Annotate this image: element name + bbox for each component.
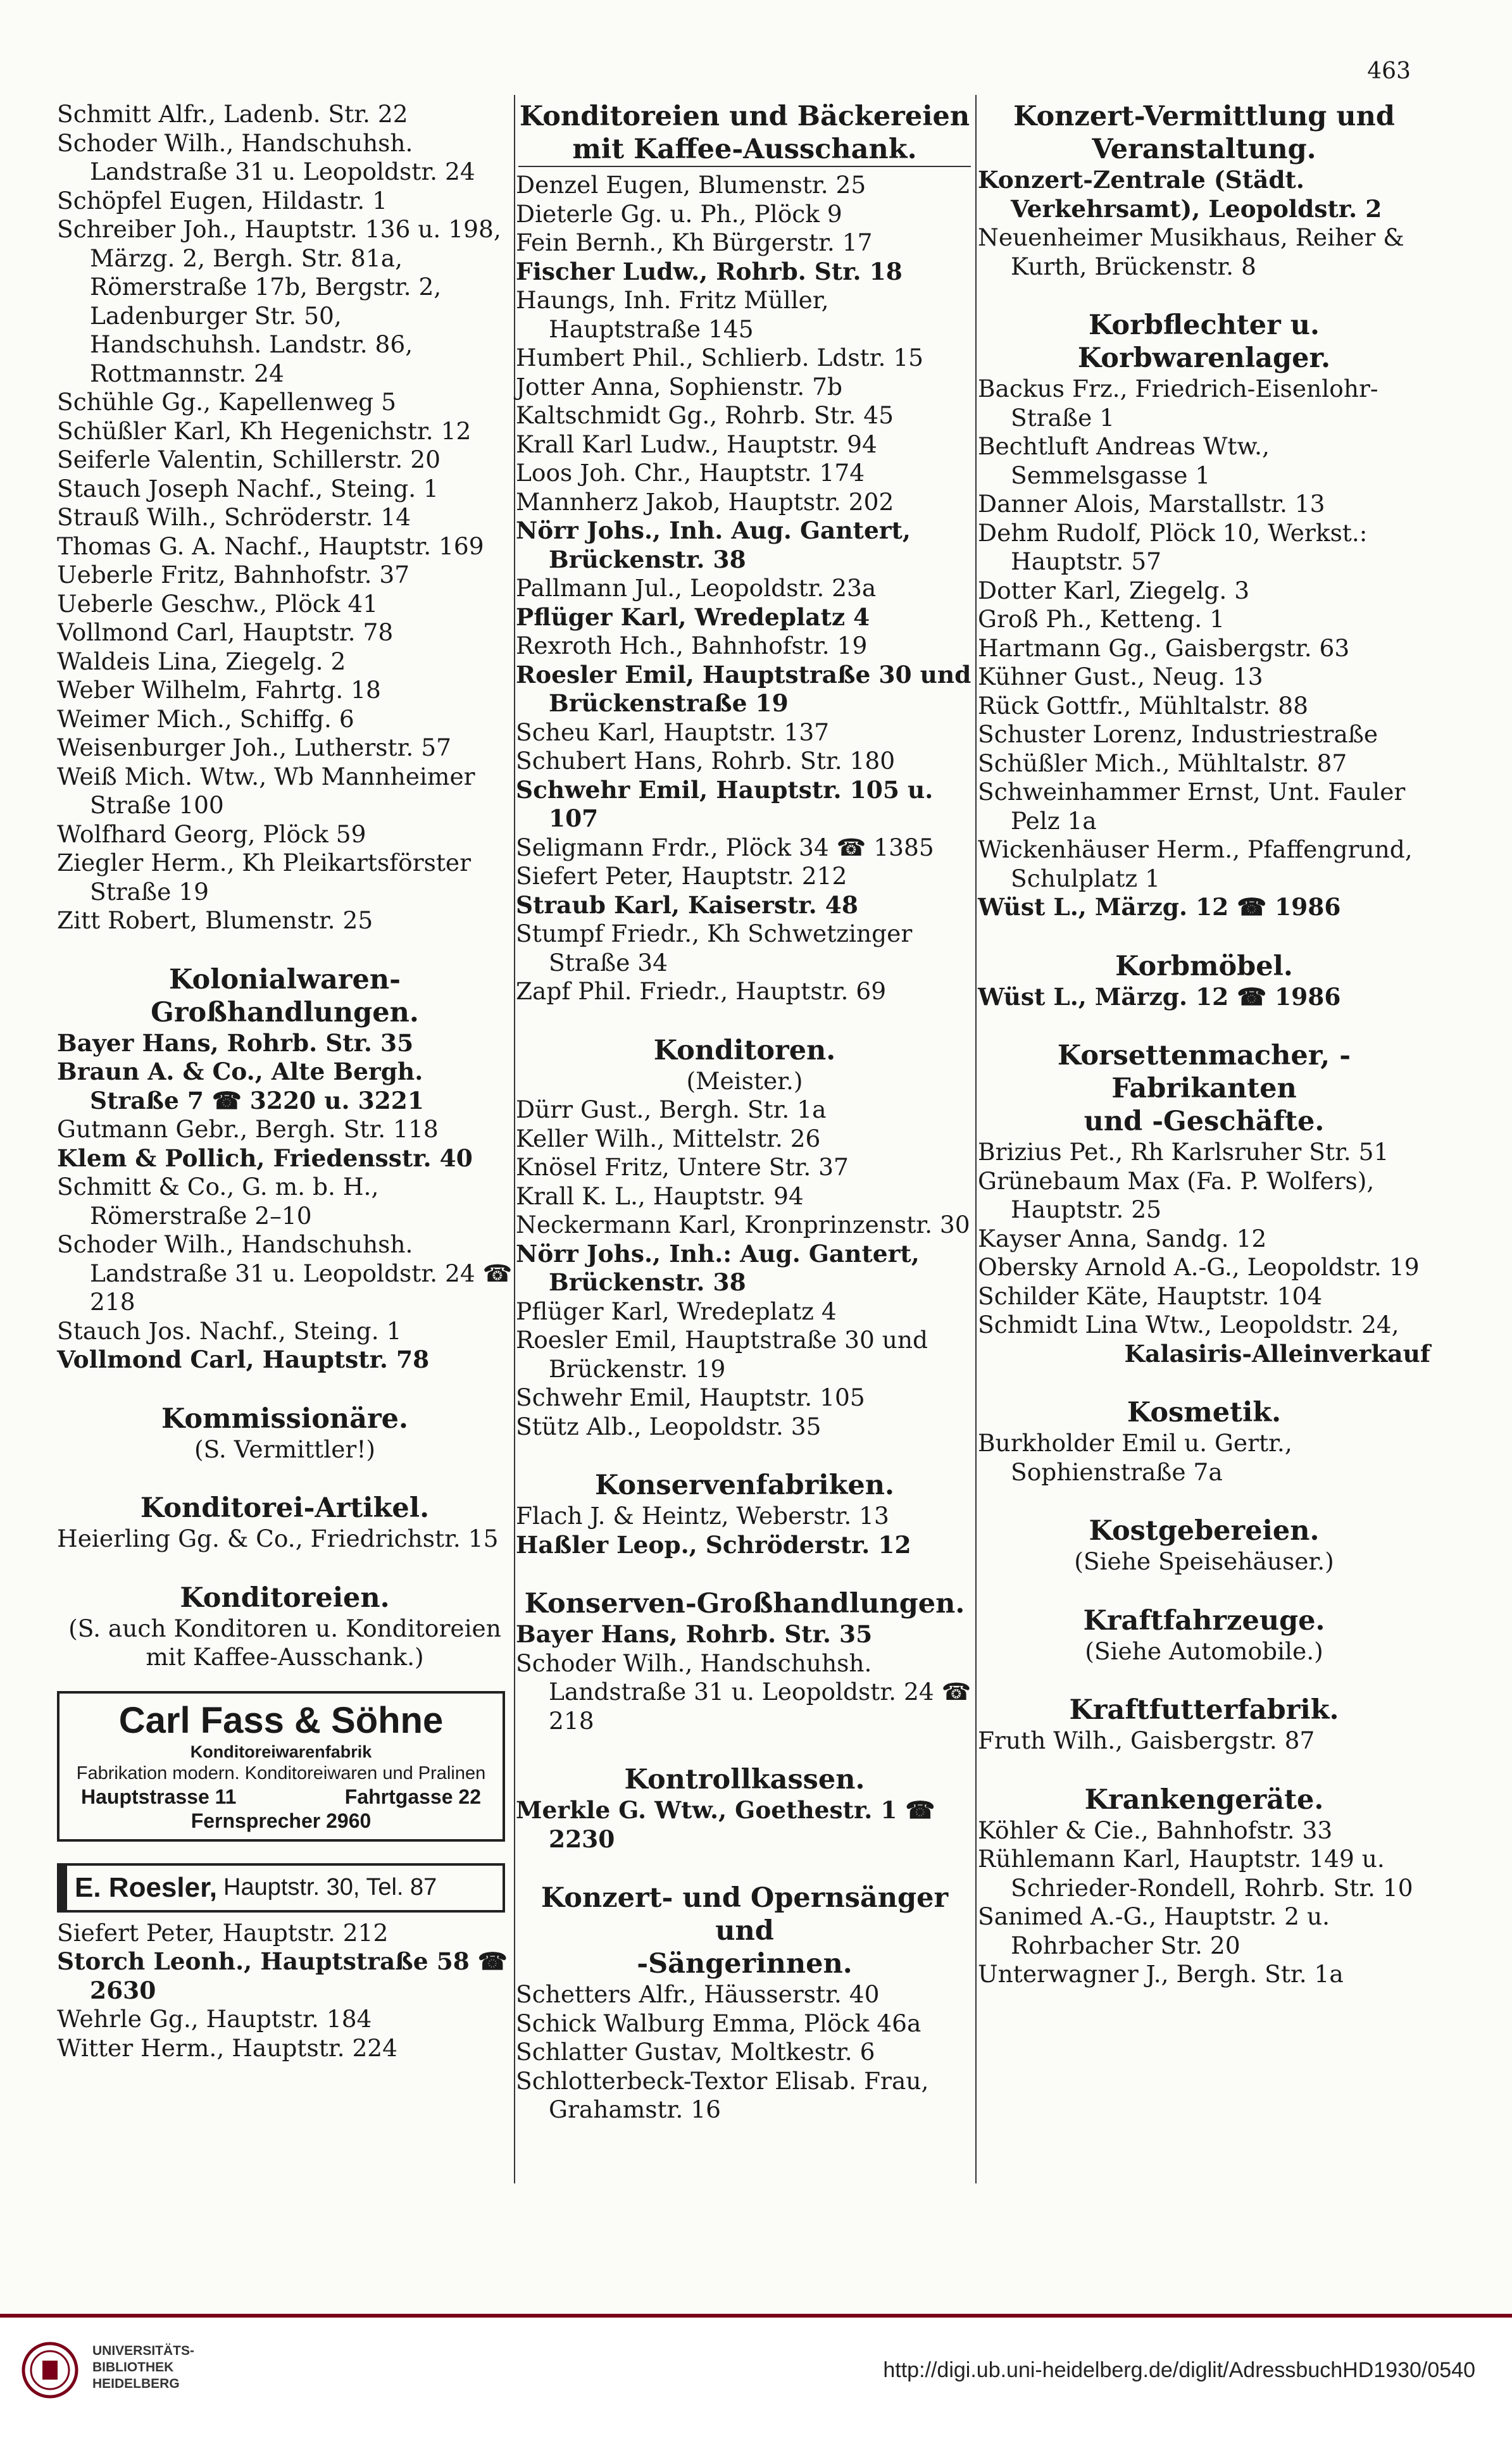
entry: Hartmann Gg., Gaisbergstr. 63 <box>978 634 1350 662</box>
entry-list <box>57 1029 513 1116</box>
logo-line: BIBLIOTHEK <box>92 2360 174 2375</box>
ad-address-left: Hauptstrasse 11 <box>81 1785 237 1808</box>
entry: Schoder Wilh., Handschuhsh. Landstraße 31 u. Leopoldstr. 24 <box>57 128 475 185</box>
entry: Stumpf Friedr., Kh Schwetzinger Straße 34 <box>516 920 913 977</box>
entry-list <box>516 920 973 1006</box>
entry: Dieterle Gg. u. Ph., Plöck 9 <box>516 199 842 228</box>
entry: Haungs, Inh. Fritz Müller, Hauptstraße 145 <box>516 286 829 343</box>
section-heading: Kolonialwaren- <box>169 963 401 996</box>
section-heading: Korbmöbel. <box>1115 950 1293 982</box>
entry: Schwehr Emil, Hauptstr. 105 <box>516 1383 865 1411</box>
ad-company-name: Carl Fass & Söhne <box>118 1699 444 1741</box>
entry-bold: Nörr Johs., Inh. Aug. Gantert, Brückenstr. 38 <box>516 516 911 573</box>
entry: Dürr Gust., Bergh. Str. 1a <box>516 1096 827 1123</box>
entry: Ueberle Fritz, Bahnhofstr. 37 <box>57 561 410 589</box>
entry: Thomas G. A. Nachf., Hauptstr. 169 <box>57 532 484 560</box>
ad-line: Konditoreiwarenfabrik <box>190 1742 372 1761</box>
section-heading: Kraftfutterfabrik. <box>1069 1694 1339 1726</box>
entry: Knösel Fritz, Untere Str. 37 <box>516 1153 849 1181</box>
entry-list <box>57 1115 513 1144</box>
entry: Waldeis Lina, Ziegelg. 2 <box>57 647 346 675</box>
column-divider <box>514 95 515 2183</box>
ad-address: Hauptstr. 30, Tel. 87 <box>223 1873 437 1901</box>
section-note: (Siehe Automobile.) <box>1085 1637 1323 1665</box>
section-heading: Konservenfabriken. <box>595 1470 894 1501</box>
entry: Schuster Lorenz, Industriestraße <box>978 720 1378 748</box>
column-2 <box>516 100 973 2125</box>
entry: Keller Wilh., Mittelstr. 26 <box>516 1124 821 1152</box>
entry: Fruth Wilh., Gaisbergstr. 87 <box>978 1726 1315 1754</box>
entry: Schlatter Gustav, Moltkestr. 6 <box>516 2038 875 2066</box>
entry: Schreiber Joh., Hauptstr. 136 u. 198, Märzg. 2, Bergh. Str. 81a, Römerstraße 17b, Bergstr. 2, Ladenburger Str. 50, Handschuhsh. Landstr. 86, Rottmannstr. 24 <box>57 215 501 387</box>
entry: Kaltschmidt Gg., Rohrb. Str. 45 <box>516 401 894 429</box>
entry: Unterwagner J., Bergh. Str. 1a <box>978 1960 1344 1988</box>
page-number: 463 <box>1367 58 1411 84</box>
entry-list <box>57 1173 513 1345</box>
entry: Siefert Peter, Hauptstr. 212 <box>57 1918 389 1947</box>
entry: Schick Walburg Emma, Plöck 46a <box>516 2009 922 2037</box>
library-logo-text <box>92 2343 194 2392</box>
entry: Schüßler Mich., Mühltalstr. 87 <box>978 749 1347 777</box>
entry-list <box>516 1297 973 1442</box>
entry-bold: Konzert-Zentrale (Städt. Verkehrsamt), Leopoldstr. 2 <box>978 166 1382 223</box>
section-heading: Konzert- und Opernsänger und <box>540 1882 949 1947</box>
entry: Krall K. L., Hauptstr. 94 <box>516 1182 804 1210</box>
entry: Loos Joh. Chr., Hauptstr. 174 <box>516 459 865 487</box>
section-note: (S. Vermittler!) <box>194 1435 376 1463</box>
footer-bar <box>0 2314 1512 2441</box>
entry: Heierling Gg. & Co., Friedrichstr. 15 <box>57 1525 499 1552</box>
entry: Denzel Eugen, Blumenstr. 25 <box>516 171 866 199</box>
column-3 <box>978 100 1430 1989</box>
entry: Seligmann Frdr., Plöck 34 ☎ 1385 <box>516 833 934 861</box>
entry: Brizius Pet., Rh Karlsruher Str. 51 <box>978 1138 1389 1166</box>
entry: Wickenhäuser Herm., Pfaffengrund, Schulplatz 1 <box>978 835 1413 892</box>
entry-list <box>516 1502 973 1531</box>
entry: Rück Gottfr., Mühltalstr. 88 <box>978 691 1308 720</box>
entry: Danner Alois, Marstallstr. 13 <box>978 490 1325 518</box>
entry: Schlotterbeck-Textor Elisab. Frau, Grahamstr. 16 <box>516 2066 929 2123</box>
section-heading: Konditoreien und Bäckereien <box>519 101 970 132</box>
entry: Schweinhammer Ernst, Unt. Fauler Pelz 1a <box>978 778 1406 835</box>
section-heading: Veranstaltung. <box>1092 134 1316 165</box>
section-heading: Kontrollkassen. <box>624 1764 865 1795</box>
entry: Weisenburger Joh., Lutherstr. 57 <box>57 734 451 761</box>
logo-line: UNIVERSITÄTS- <box>92 2344 195 2358</box>
entry-bold: Bayer Hans, Rohrb. Str. 35 <box>516 1620 873 1648</box>
section-heading: Kostgebereien. <box>1089 1515 1320 1547</box>
entry: Gutmann Gebr., Bergh. Str. 118 <box>57 1115 439 1143</box>
entry-list <box>516 632 973 661</box>
entry: Fein Bernh., Kh Bürgerstr. 17 <box>516 228 873 256</box>
entry: Schetters Alfr., Häusserstr. 40 <box>516 1980 880 2008</box>
entry-bold: Roesler Emil, Hauptstraße 30 und Brückenstraße 19 <box>516 660 972 717</box>
entry: Schmidt Lina Wtw., Leopoldstr. 24, <box>978 1311 1399 1339</box>
entry: Dehm Rudolf, Plöck 10, Werkst.: Hauptstr. 57 <box>978 518 1368 575</box>
entry: Zitt Robert, Blumenstr. 25 <box>57 906 373 934</box>
entry: Rühlemann Karl, Hauptstr. 149 u. Schrieder-Rondell, Rohrb. Str. 10 <box>978 1845 1413 1902</box>
entry: Stütz Alb., Leopoldstr. 35 <box>516 1412 822 1440</box>
entry-list <box>516 833 973 891</box>
section-heading: Krankengeräte. <box>1084 1783 1324 1816</box>
source-url-link[interactable]: http://digi.ub.uni-heidelberg.de/diglit/AdressbuchHD1930/0540 <box>883 2358 1475 2382</box>
entry: Zapf Phil. Friedr., Hauptstr. 69 <box>516 977 887 1005</box>
entry: Groß Ph., Ketteng. 1 <box>978 605 1225 633</box>
section-heading: Kosmetik. <box>1127 1397 1282 1428</box>
entry: Roesler Emil, Hauptstraße 30 und Brückenstr. 19 <box>516 1326 928 1383</box>
advertisement-carl-fass <box>57 1691 505 1842</box>
entry: Schoder Wilh., Handschuhsh. Landstraße 31 u. Leopoldstr. 24 ☎ 218 <box>57 1230 513 1316</box>
divider-rule <box>518 166 971 167</box>
section-heading: Kraftfahrzeuge. <box>1083 1604 1325 1637</box>
entry-bold: Klem & Pollich, Friedensstr. 40 <box>57 1144 473 1172</box>
entry-list <box>57 1919 513 1948</box>
entry-list <box>57 2005 513 2063</box>
entry-list <box>978 375 1430 893</box>
entry-list <box>516 286 973 516</box>
entry-list <box>516 171 973 258</box>
entry-list <box>516 574 973 603</box>
entry-list <box>516 1980 973 2125</box>
section-heading: -Sängerinnen. <box>637 1948 853 1980</box>
entry-list <box>516 1649 973 1736</box>
section-heading: und -Geschäfte. <box>1084 1106 1325 1137</box>
entry: Neuenheimer Musikhaus, Reiher & Kurth, Brückenstr. 8 <box>978 223 1404 280</box>
entry: Pallmann Jul., Leopoldstr. 23a <box>516 574 877 602</box>
section-heading: mit Kaffee-Ausschank. <box>572 134 917 165</box>
entry: Bechtluft Andreas Wtw., Semmelsgasse 1 <box>978 432 1270 489</box>
section-heading: Konzert-Vermittlung und <box>1013 101 1395 132</box>
entry: Pflüger Karl, Wredeplatz 4 <box>516 1297 837 1325</box>
entry: Grünebaum Max (Fa. P. Wolfers), Hauptstr. 25 <box>978 1166 1375 1223</box>
entry: Scheu Karl, Hauptstr. 137 <box>516 718 830 746</box>
entry: Ziegler Herm., Kh Pleikartsförster Straße 19 <box>57 849 472 906</box>
entry-bold: Haßler Leop., Schröderstr. 12 <box>516 1530 911 1559</box>
entry: Schoder Wilh., Handschuhsh. Landstraße 31 u. Leopoldstr. 24 ☎ 218 <box>516 1649 972 1735</box>
entry: Schühle Gg., Kapellenweg 5 <box>57 388 396 416</box>
entry-list <box>978 1726 1430 1756</box>
entry: Schüßler Karl, Kh Hegenichstr. 12 <box>57 416 472 445</box>
entry-bold: Straub Karl, Kaiserstr. 48 <box>516 890 858 919</box>
ad-bar <box>59 1866 67 1910</box>
library-seal-icon <box>22 2342 78 2399</box>
entry: Jotter Anna, Sophienstr. 7b <box>516 372 842 401</box>
entry: Krall Karl Ludw., Hauptstr. 94 <box>516 430 877 458</box>
entry: Kühner Gust., Neug. 13 <box>978 663 1263 690</box>
entry: Wolfhard Georg, Plöck 59 <box>57 820 366 848</box>
entry: Schmitt & Co., G. m. b. H., Römerstraße 2–10 <box>57 1173 379 1230</box>
entry-list <box>978 1816 1430 1989</box>
entry-list <box>978 1429 1430 1487</box>
ad-phone: Fernsprecher 2960 <box>191 1809 372 1832</box>
entry: Weimer Mich., Schiffg. 6 <box>57 704 354 733</box>
ad-address-right: Fahrtgasse 22 <box>344 1785 481 1808</box>
entry: Strauß Wilh., Schröderstr. 14 <box>57 503 411 531</box>
entry-list <box>516 1096 973 1240</box>
entry-bold: Vollmond Carl, Hauptstr. 78 <box>57 1345 430 1373</box>
entry-bold: Braun A. & Co., Alte Bergh. Straße 7 ☎ 3220 u. 3221 <box>57 1058 424 1114</box>
entry: Schilder Käte, Hauptstr. 104 <box>978 1282 1323 1310</box>
entry: Schöpfel Eugen, Hildastr. 1 <box>57 186 387 215</box>
entry: Rexroth Hch., Bahnhofstr. 19 <box>516 632 868 659</box>
entry: Kayser Anna, Sandg. 12 <box>978 1224 1267 1252</box>
entry: Sanimed A.-G., Hauptstr. 2 u. Rohrbacher Str. 20 <box>978 1902 1330 1959</box>
entry-bold: Schwehr Emil, Hauptstr. 105 u. 107 <box>516 775 934 832</box>
entry-list <box>978 223 1430 281</box>
section-note: (Siehe Speisehäuser.) <box>1074 1547 1334 1575</box>
ad-address-row <box>65 1785 497 1809</box>
footer-rule <box>0 2314 1512 2318</box>
entry: Schmitt Alfr., Ladenb. Str. 22 <box>57 100 408 128</box>
entry: Weiß Mich. Wtw., Wb Mannheimer Straße 100 <box>57 762 475 819</box>
entry: Backus Frz., Friedrich-Eisenlohr-Straße 1 <box>978 375 1378 432</box>
section-heading: Korsettenmacher, -Fabrikanten <box>1057 1040 1351 1104</box>
section-heading: Konserven-Großhandlungen. <box>524 1588 965 1620</box>
section-heading: Großhandlungen. <box>151 996 419 1028</box>
entry: Witter Herm., Hauptstr. 224 <box>57 2033 398 2062</box>
entry: Vollmond Carl, Hauptstr. 78 <box>57 618 394 646</box>
logo-line: HEIDELBERG <box>92 2376 180 2391</box>
entry: Schubert Hans, Rohrb. Str. 180 <box>516 747 896 775</box>
entry: Neckermann Karl, Kronprinzenstr. 30 <box>516 1211 970 1239</box>
entry-bold: Wüst L., Märzg. 12 ☎ 1986 <box>978 982 1341 1011</box>
ad-name: E. Roesler, <box>75 1871 218 1903</box>
entry: Siefert Peter, Hauptstr. 212 <box>516 862 847 890</box>
entry: Mannherz Jakob, Hauptstr. 202 <box>516 487 894 516</box>
entry: Weber Wilhelm, Fahrtg. 18 <box>57 676 381 704</box>
entry: Flach J. & Heintz, Weberstr. 13 <box>516 1502 889 1530</box>
column-1 <box>57 100 513 2063</box>
entry-bold: Bayer Hans, Rohrb. Str. 35 <box>57 1028 414 1057</box>
ad-line: Fabrikation modern. Konditoreiwaren und Pralinen <box>76 1763 486 1783</box>
section-heading: Konditoren. <box>653 1034 836 1066</box>
advertisement-roesler <box>57 1863 505 1913</box>
column-divider <box>975 95 977 2183</box>
section-heading: Konditorei-Artikel. <box>140 1492 430 1524</box>
entry: Ueberle Geschw., Plöck 41 <box>57 589 378 618</box>
entry: Humbert Phil., Schlierb. Ldstr. 15 <box>516 344 924 371</box>
section-heading: Konditoreien. <box>180 1582 390 1614</box>
section-heading: Kommissionäre. <box>161 1402 408 1435</box>
section-heading: Korbflechter u. Korbwarenlager. <box>1077 309 1331 374</box>
entry-list <box>978 1138 1430 1340</box>
entry-bold: Wüst L., Märzg. 12 ☎ 1986 <box>978 893 1341 921</box>
entry: Burkholder Emil u. Gertr., Sophienstraße 7a <box>978 1429 1292 1486</box>
entry-bold: Merkle G. Wtw., Goethestr. 1 ☎ 2230 <box>516 1796 935 1853</box>
entry-bold: Fischer Ludw., Rohrb. Str. 18 <box>516 257 903 285</box>
entry: Stauch Joseph Nachf., Steing. 1 <box>57 474 439 503</box>
entry-bold: Pflüger Karl, Wredeplatz 4 <box>516 602 870 631</box>
entry: Stauch Jos. Nachf., Steing. 1 <box>57 1316 402 1345</box>
entry-list <box>57 100 513 935</box>
entry-bold: Kalasiris-Alleinverkauf <box>1124 1339 1430 1368</box>
entry: Obersky Arnold A.-G., Leopoldstr. 19 <box>978 1253 1420 1281</box>
entry: Dotter Karl, Ziegelg. 3 <box>978 576 1250 604</box>
entry: Köhler & Cie., Bahnhofstr. 33 <box>978 1816 1333 1844</box>
section-note: (S. auch Konditoren u. Konditoreien mit Kaffee-Ausschank.) <box>68 1614 501 1671</box>
entry-list <box>516 718 973 776</box>
entry: Wehrle Gg., Hauptstr. 184 <box>57 2005 372 2033</box>
entry-bold: Nörr Johs., Inh.: Aug. Gantert, Brückenstr. 38 <box>516 1239 920 1296</box>
ad-phone-row <box>65 1809 497 1833</box>
section-note: (Meister.) <box>686 1066 803 1095</box>
entry-bold: Storch Leonh., Hauptstraße 58 ☎ 2630 <box>57 1947 508 2004</box>
entry: Seiferle Valentin, Schillerstr. 20 <box>57 446 440 473</box>
